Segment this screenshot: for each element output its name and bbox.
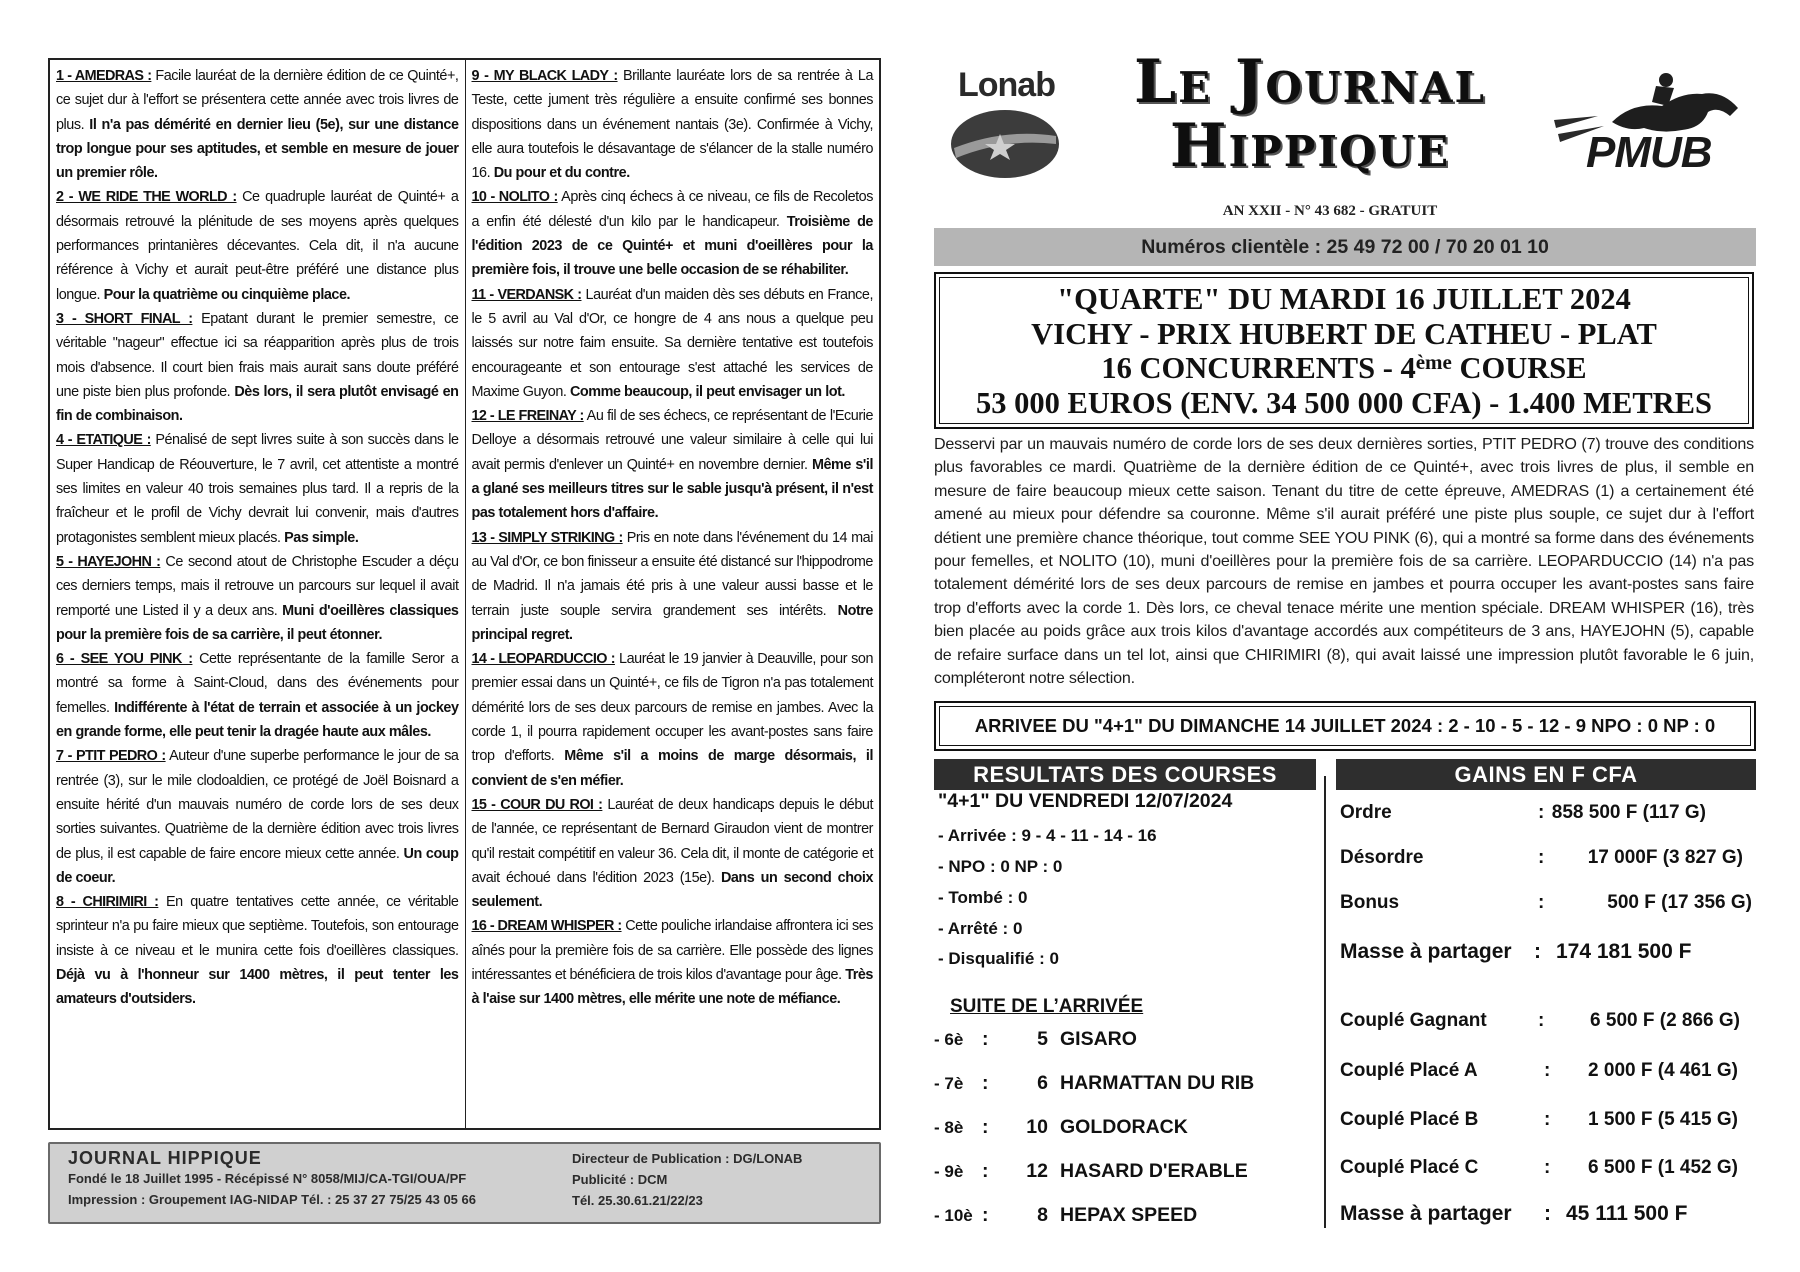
horse-verdict: Dès lors, il sera plutôt envisagé en fin de combinaison.: [56, 383, 459, 425]
suite-horse-name: HARMATTAN DU RIB: [1060, 1072, 1255, 1094]
lonab-logo-text: Lonab: [958, 66, 1055, 104]
horse-name: 15 - COUR DU ROI :: [471, 796, 603, 813]
horse-entry: [56, 647, 459, 744]
horse-verdict: Comme beaucoup, il peut envisager un lot.: [569, 383, 845, 400]
horse-name: 13 - SIMPLY STRIKING :: [471, 529, 623, 546]
horse-entry: [472, 64, 874, 185]
horse-name: 8 - CHIRIMIRI :: [56, 894, 159, 911]
horse-verdict: Muni d'oeillères classiques pour la première fois de sa carrière, il peut étonner.: [56, 602, 459, 643]
horse-name: 7 - PTIT PEDRO :: [56, 748, 166, 765]
result-line: - Arrivée : 9 - 4 - 11 - 14 - 16: [938, 826, 1157, 845]
customer-numbers-bar: Numéros clientèle : 25 49 72 00 / 70 20 01 10: [934, 228, 1756, 266]
gain-colon: :: [1544, 1109, 1551, 1130]
imprint-publicity: Publicité : DCM: [572, 1172, 668, 1187]
race-title-line3: [940, 351, 1748, 386]
suite-horse-name: HASARD D'ERABLE: [1060, 1160, 1248, 1182]
horse-text: Auteur d'une superbe performance le jour de sa rentrée (3), sur le mile clodoaldien, ce protégé de Joël Boisnard a ensuite hérité d'un mauvais numéro de corde lors de ses deux sorties suivantes. Quatrième de la dernière édition avec trois livres de plus, il est capable de faire encore mieux cette année.: [56, 748, 459, 862]
horse-entry: [56, 185, 459, 306]
horse-text: Pénalisé de sept livres suite à son succès dans le Super Handicap de Réouverture, le 7 avril, cet attentiste a montré ses limites en valeur 40 trois semaines plus tard. Il a repris de la fraîcheur et le profil de Vichy devrait lui convenir, mais d'autres protagonistes semblent mieux placés.: [56, 432, 459, 546]
suite-horse-name: GISARO: [1060, 1028, 1137, 1050]
horse-verdict: Pas simple.: [284, 529, 359, 546]
horse-text: Après cinq échecs à ce niveau, ce fils de Recoletos a enfin été délesté d'un kilo par le handicapeur.: [471, 189, 873, 230]
race-title-line4: 53 000 EUROS (ENV. 34 500 000 CFA) - 1.400 METRES: [976, 385, 1712, 420]
horse-entry: [472, 647, 874, 793]
horse-verdict: Très à l'aise sur 1400 mètres, elle mérite une note de méfiance.: [471, 966, 873, 1008]
horse-entry: [56, 307, 459, 428]
arrivee-text: ARRIVEE DU "4+1" DU DIMANCHE 14 JUILLET 2024 : 2 - 10 - 5 - 12 - 9 NPO : 0 NP : 0: [939, 706, 1751, 746]
horse-verdict: Du pour et du contre.: [493, 165, 630, 182]
gain-label: Couplé Placé C: [1340, 1157, 1479, 1178]
horse-verdict: Un coup de coeur.: [56, 845, 459, 886]
horse-commentary-box: [48, 58, 881, 1130]
gain-label: Masse à partager: [1340, 940, 1512, 963]
masthead-title-line1: Le Journal: [1133, 47, 1487, 117]
horse-text: Cette représentante de la famille Seror a montré sa forme à Saint-Cloud, dans des événements pour femelles.: [56, 651, 459, 716]
horse-text: Lauréat de deux handicaps depuis le début de l'année, ce représentant de Bernard Giraudon vient de montrer qu'il restait compétitif en valeur 36. Cela dit, il monte de catégorie et avait échoué dans l'édition 2023 (15e).: [471, 796, 873, 886]
result-line: - Disqualifié : 0: [938, 949, 1059, 968]
horse-text: En quatre tentatives cette année, ce véritable sprinteur n'a pu faire mieux que septième. Toutefois, son entourage insiste à ce niveau et le munira cette fois d'oeillères classiques.: [56, 894, 459, 959]
horse-name: 16 - DREAM WHISPER :: [471, 918, 622, 935]
gain-label: Ordre: [1340, 802, 1392, 823]
race-concurrents: 16 CONCURRENTS - 4: [1101, 351, 1416, 385]
gain-colon: :: [1538, 1010, 1545, 1031]
gain-colon: :: [1544, 1060, 1551, 1081]
suite-horse-name: GOLDORACK: [1060, 1116, 1188, 1138]
masthead-title-line2: Hippique: [1169, 111, 1451, 181]
horse-name: 14 - LEOPARDUCCIO :: [471, 651, 615, 668]
horse-entry: [56, 744, 459, 890]
horse-text: Brillante lauréate lors de sa rentrée à La Teste, cette jument très régulière a ensuite confirmé ses bonnes dispositions dans un événement nantais (3e). Confirmée à Vichy, elle aura toutefois le désavantage de s'élancer de la stalle numéro 16.: [471, 68, 873, 182]
suite-horse-name: HEPAX SPEED: [1060, 1204, 1198, 1226]
horse-text: Ce second atout de Christophe Escuder a déçu ces derniers temps, mais il retrouve un parcours sur lequel il avait remporté une Listed il y a deux ans.: [56, 553, 459, 619]
gain-label: Couplé Placé A: [1340, 1060, 1478, 1081]
horse-text: Au fil de ses échecs, ce représentant de l'Ecurie Delloye a désormais retrouvé une valeur similaire à celle qui lui avait permis d'enlever un Quinté+ en novembre dernier.: [471, 408, 874, 473]
result-line: - Arrêté : 0: [938, 919, 1023, 938]
gain-label: Masse à partager: [1340, 1202, 1512, 1225]
race-ordinal-suffix: ème: [1415, 350, 1452, 374]
horse-name: 10 - NOLITO :: [471, 189, 558, 206]
horse-entry: [472, 526, 874, 647]
suite-place: - 7è: [934, 1074, 964, 1093]
horse-name: 12 - LE FREINAY :: [471, 408, 584, 425]
suite-place: - 8è: [934, 1118, 964, 1137]
commentary-column-right: [465, 60, 880, 1128]
horse-name: 5 - HAYEJOHN :: [56, 553, 161, 570]
masthead-issue: AN XXII - N° 43 682 - GRATUIT: [1222, 203, 1438, 219]
suite-number: 10: [1026, 1116, 1048, 1138]
imprint-printing: Impression : Groupement IAG-NIDAP Tél. : 25 37 27 75/25 43 05 66: [68, 1192, 476, 1207]
horse-verdict: Dans un second choix seulement.: [471, 869, 874, 911]
gain-value: 500 F (17 356 G): [1607, 892, 1752, 913]
suite-number: 8: [1037, 1204, 1048, 1226]
horse-text: Lauréat d'un maiden dès ses débuts en France, le 5 avril au Val d'Or, ce hongre de 4 ans nous a quelque peu laissés sur notre faim ensuite. Sa dernière tentative est toutefois encourageante et son entourage s'est attaché les services de Maxime Guyon.: [471, 286, 873, 400]
horse-verdict: Déjà vu à l'honneur sur 1400 mètres, il peut tenter les amateurs d'outsiders.: [56, 966, 459, 1008]
arrivee-box: [934, 701, 1756, 751]
result-line: - Tombé : 0: [938, 888, 1028, 907]
gain-value: 858 500 F (117 G): [1551, 802, 1706, 823]
horse-verdict: Même s'il a moins de marge désormais, il convient de s'en méfier.: [471, 748, 873, 789]
horse-text: Ce quadruple lauréat de Quinté+ a désormais retrouvé la plénitude de ses moyens après quelques performances printanières décevantes. Cela dit, il n'a aucune référence à Vichy et aurait peut-être préféré une distance plus longue.: [56, 189, 459, 303]
results-date: "4+1" DU VENDREDI 12/07/2024: [938, 790, 1233, 812]
gains-header: GAINS EN F CFA: [1336, 759, 1756, 790]
gain-value: 6 500 F (2 866 G): [1590, 1010, 1740, 1031]
horse-name: 2 - WE RIDE THE WORLD :: [56, 189, 237, 206]
imprint-title: JOURNAL HIPPIQUE: [68, 1148, 262, 1168]
pmub-logo-text: PMUB: [1586, 128, 1712, 177]
suite-place: - 9è: [934, 1162, 964, 1181]
gain-colon: :: [1544, 1157, 1551, 1178]
gain-label: Désordre: [1340, 847, 1424, 868]
horse-entry: [56, 550, 459, 647]
suite-row: - 7è : 6 HARMATTAN DU RIB: [934, 1072, 1255, 1094]
horse-text: Lauréat le 19 janvier à Deauville, pour son premier essai dans un Quinté+, ce fils de Tigron n'a pas totalement démérité lors de ses deux parcours de remise en jambes. Avec la corde 1, il pourra rapidement occuper les avant-postes sans faire trop d'efforts.: [471, 651, 873, 765]
horse-entry: [56, 428, 459, 549]
horse-entry: [472, 914, 874, 1011]
horse-name: 11 - VERDANSK :: [471, 286, 582, 303]
horse-entry: [472, 185, 874, 282]
horse-text: Facile lauréat de la dernière édition de ce Quinté+, ce sujet dur à l'effort se présentera cette année avec trois livres de plus.: [56, 68, 459, 133]
horse-verdict: Troisième de l'édition 2023 de ce Quinté+ et muni d'oeillères pour la première fois, il trouve une belle occasion de se réhabiliter.: [471, 213, 873, 279]
horse-entry: [56, 64, 459, 185]
horse-entry: [472, 283, 874, 404]
horse-name: 3 - SHORT FINAL :: [56, 310, 193, 327]
suite-place: - 10è: [934, 1206, 973, 1225]
horse-name: 1 - AMEDRAS :: [56, 68, 152, 84]
masthead-title: [1080, 47, 1540, 181]
imprint-box: [48, 1142, 881, 1224]
race-course: COURSE: [1451, 351, 1587, 385]
suite-row: - 8è : 10 GOLDORACK: [934, 1116, 1188, 1138]
lonab-ball-icon: [950, 108, 1060, 180]
gain-colon: :: [1544, 1202, 1551, 1225]
gain-label: Couplé Placé B: [1340, 1109, 1479, 1130]
suite-number: 12: [1026, 1160, 1048, 1182]
suite-number: 5: [1037, 1028, 1048, 1050]
suite-number: 6: [1037, 1072, 1048, 1094]
horse-verdict: Indifférente à l'état de terrain et associée à un jockey en grande forme, elle peut tenir la dragée haute aux mâles.: [56, 699, 459, 741]
horse-text: Epatant durant le premier semestre, ce véritable "nageur" effectue ici sa réapparition après plus de trois mois d'absence. Il court bien frais mais aurait sans doute préféré une piste bien plus profonde.: [56, 310, 459, 400]
results-header: RESULTATS DES COURSES: [934, 759, 1316, 790]
horse-entry: [56, 890, 459, 1011]
suite-row: - 9è : 12 HASARD D'ERABLE: [934, 1160, 1248, 1182]
commentary-column-left: [50, 60, 465, 1128]
suite-row: - 6è : 5 GISARO: [934, 1028, 1137, 1050]
gain-value: 17 000F (3 827 G): [1587, 847, 1743, 868]
horse-verdict: Notre principal regret.: [471, 602, 873, 643]
gain-value: 45 111 500 F: [1566, 1202, 1688, 1225]
horse-verdict: Il n'a pas démérité en dernier lieu (5e), sur une distance trop longue pour ses aptitudes, et semble en mesure de jouer un premier rôle.: [56, 116, 459, 182]
gain-value: 1 500 F (5 415 G): [1588, 1109, 1738, 1130]
suite-arrivee-title: SUITE DE L’ARRIVÉE: [950, 996, 1144, 1017]
suite-row: - 10è : 8 HEPAX SPEED: [934, 1204, 1198, 1226]
horse-entry: [472, 793, 874, 914]
suite-place: - 6è: [934, 1030, 964, 1049]
imprint-founded: Fondé le 18 Juillet 1995 - Récépissé N° 8058/MIJ/CA-TGI/OUA/PF: [68, 1171, 467, 1186]
gain-colon: :: [1538, 802, 1545, 823]
horse-name: 4 - ETATIQUE :: [56, 432, 151, 449]
race-title-inner: [939, 277, 1749, 424]
result-line: - NPO : 0 NP : 0: [938, 857, 1063, 876]
horse-name: 9 - MY BLACK LADY :: [471, 68, 618, 84]
horse-text: Cette pouliche irlandaise affrontera ici ses aînés pour la première fois de sa carrière. Elle possède des lignes intéressantes et bénéficiera de trois kilos d'avantage pour âge.: [471, 918, 873, 983]
gain-colon: :: [1538, 847, 1545, 868]
race-title-box: [934, 272, 1754, 429]
imprint-director: Directeur de Publication : DG/LONAB: [572, 1151, 803, 1166]
race-title-line2: VICHY - PRIX HUBERT DE CATHEU - PLAT: [1031, 316, 1657, 351]
horse-entry: [472, 404, 874, 525]
gain-value: 2 000 F (4 461 G): [1588, 1060, 1738, 1081]
column-divider: [1324, 776, 1326, 1228]
gain-colon: :: [1538, 892, 1545, 913]
gain-value: 174 181 500 F: [1556, 940, 1692, 963]
horse-verdict: Pour la quatrième ou cinquième place.: [103, 286, 351, 303]
race-title-line1: "QUARTE" DU MARDI 16 JUILLET 2024: [1057, 282, 1631, 316]
pronostic-paragraph: Desservi par un mauvais numéro de corde lors de ses deux dernières sorties, PTIT PEDRO (7) trouve des conditions plus favorables ce mardi. Quatrième de la dernière édition de ce Quinté+, avec trois livres de plus, il semble en mesure de faire beaucoup mieux cette saison. Tenant du titre de cette épreuve, AMEDRAS (1) a certainement été amené au mieux pour défendre sa couronne. Même s'il aurait préféré une piste plus souple, ce sujet dur à l'effort détient une première chance théorique, tout comme SEE YOU PINK (6), qui a montré sa forme dans des événements pour femelles, et NOLITO (10), muni d'oeillères pour la première fois de sa carrière. LEOPARDUCCIO (14) n'a pas totalement démérité lors de ses deux parcours de remise en jambes et pourra occuper les avant-postes sans faire trop d'efforts avec la corde 1. Dès lors, ce cheval tenace mérite une mention spéciale. DREAM WHISPER (16), très bien placée au poids grâce aux trois kilos d'avantage accordés aux compétiteurs de 3 ans, HAYEJOHN (5), capable de refaire surface dans un tel lot, ainsi que CHIRIMIRI (8), qui avait laissé une impression plutôt favorable le 6 juin, compléteront notre sélection.: [934, 435, 1754, 688]
gain-label: Bonus: [1340, 892, 1400, 913]
gain-colon: :: [1534, 940, 1541, 963]
horse-verdict: Même s'il a glané ses meilleurs titres sur le sable jusqu'à présent, il n'est pas totalement hors d'affaire.: [471, 456, 873, 522]
imprint-phone: Tél. 25.30.61.21/22/23: [572, 1193, 703, 1208]
horse-text: Pris en note dans l'événement du 14 mai au Val d'Or, ce bon finisseur a ensuite été distancé sur l'hippodrome de Madrid. Il n'a jamais été pris à une valeur aussi basse et le terrain juste souple servira grandement ses intérêts.: [471, 529, 873, 619]
gain-label: Couplé Gagnant: [1340, 1010, 1487, 1031]
gain-value: 6 500 F (1 452 G): [1588, 1157, 1738, 1178]
horse-name: 6 - SEE YOU PINK :: [56, 651, 193, 668]
